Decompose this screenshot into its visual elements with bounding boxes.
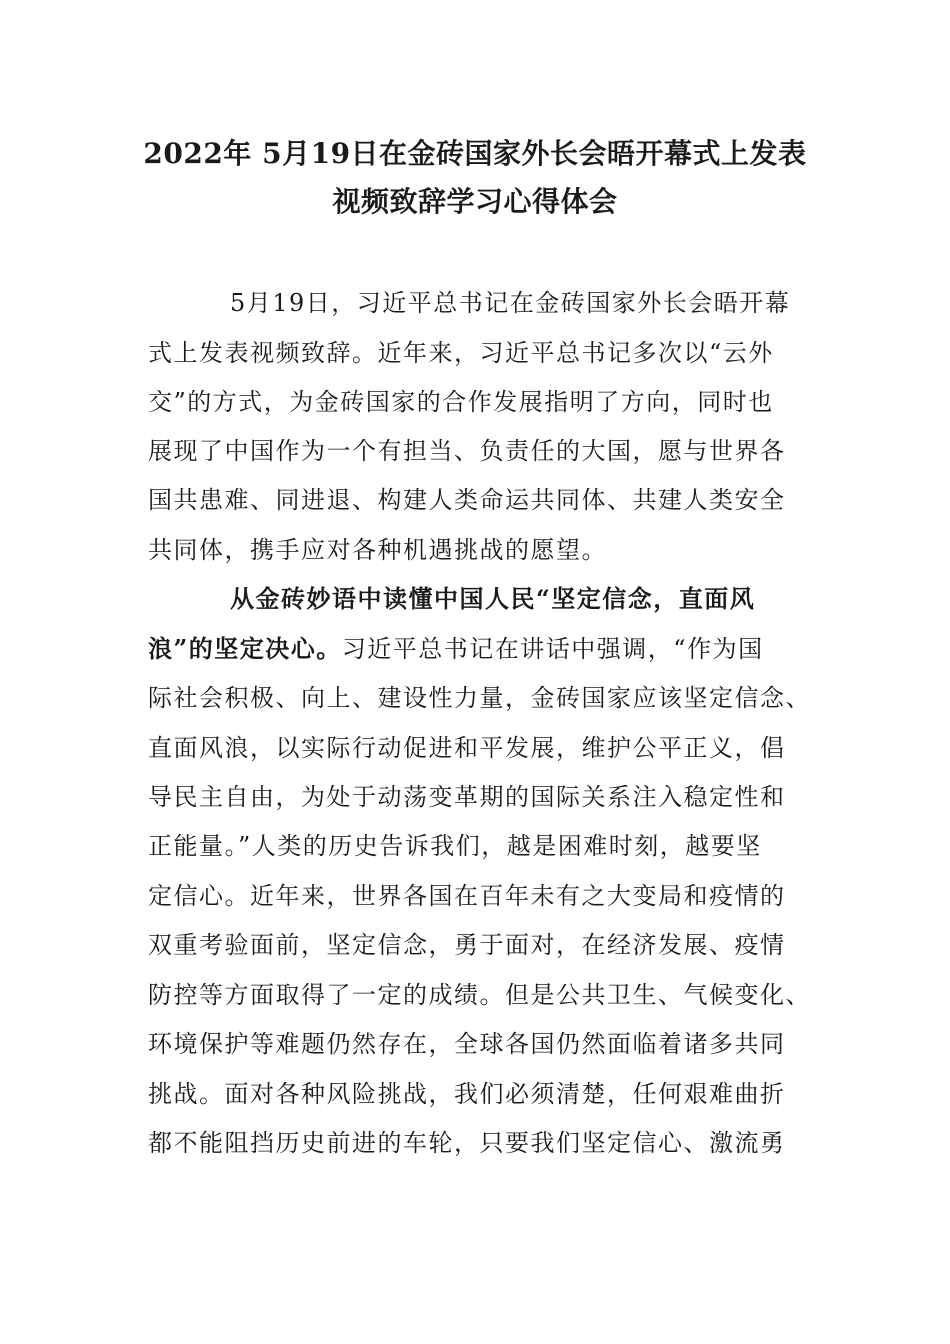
paragraph-2-line-9: 防控等方面取得了一定的成绩。但是公共卫生、气候变化、 [148,981,811,1009]
paragraph-2-line-6: 正能量。”人类的历史告诉我们，越是困难时刻，越要坚 [148,832,762,860]
paragraph-2-line-4: 直面风浪，以实际行动促进和平发展，维护公平正义，倡 [148,734,786,762]
paragraph-2-line-3: 际社会积极、向上、建设性力量，金砖国家应该坚定信念、 [148,684,811,712]
document-title-line-1: 2022年 5月19日在金砖国家外长会晤开幕式上发表 [143,137,807,170]
paragraph-2-line-12: 都不能阻挡历史前进的车轮，只要我们坚定信心、激流勇 [148,1129,786,1157]
document-title-line-2: 视频致辞学习心得体会 [332,185,618,218]
paragraph-2-line-11: 挑战。面对各种风险挑战，我们必须清楚，任何艰难曲折 [148,1080,786,1108]
paragraph-2-line-10: 环境保护等难题仍然存在，全球各国仍然面临着诸多共同 [148,1030,786,1058]
paragraph-2-line-2 [148,634,764,664]
paragraph-1-line-5: 国共患难、同进退、构建人类命运共同体、共建人类安全 [148,486,786,514]
paragraph-2-heading-line-1: 从金砖妙语中读懂中国人民“坚定信念，直面风 [230,584,756,613]
paragraph-2-line-2-rest: 习近平总书记在讲话中强调，“作为国 [341,635,764,663]
paragraph-1-line-1: 5月19日，习近平总书记在金砖国家外长会晤开幕 [230,289,791,317]
paragraph-1-line-3: 交”的方式，为金砖国家的合作发展指明了方向，同时也 [148,388,774,416]
paragraph-1-line-2: 式上发表视频致辞。近年来，习近平总书记多次以“云外 [148,339,774,367]
paragraph-2-heading-line-2: 浪”的坚定决心。 [148,634,342,663]
paragraph-2-line-5: 导民主自由，为处于动荡变革期的国际关系注入稳定性和 [148,783,786,811]
paragraph-2-line-7: 定信心。近年来，世界各国在百年未有之大变局和疫情的 [148,882,786,910]
paragraph-2-line-8: 双重考验面前，坚定信念，勇于面对，在经济发展、疫情 [148,931,786,959]
paragraph-1-line-4: 展现了中国作为一个有担当、负责任的大国，愿与世界各 [148,437,786,465]
paragraph-1-line-6: 共同体，携手应对各种机遇挑战的愿望。 [148,536,607,564]
